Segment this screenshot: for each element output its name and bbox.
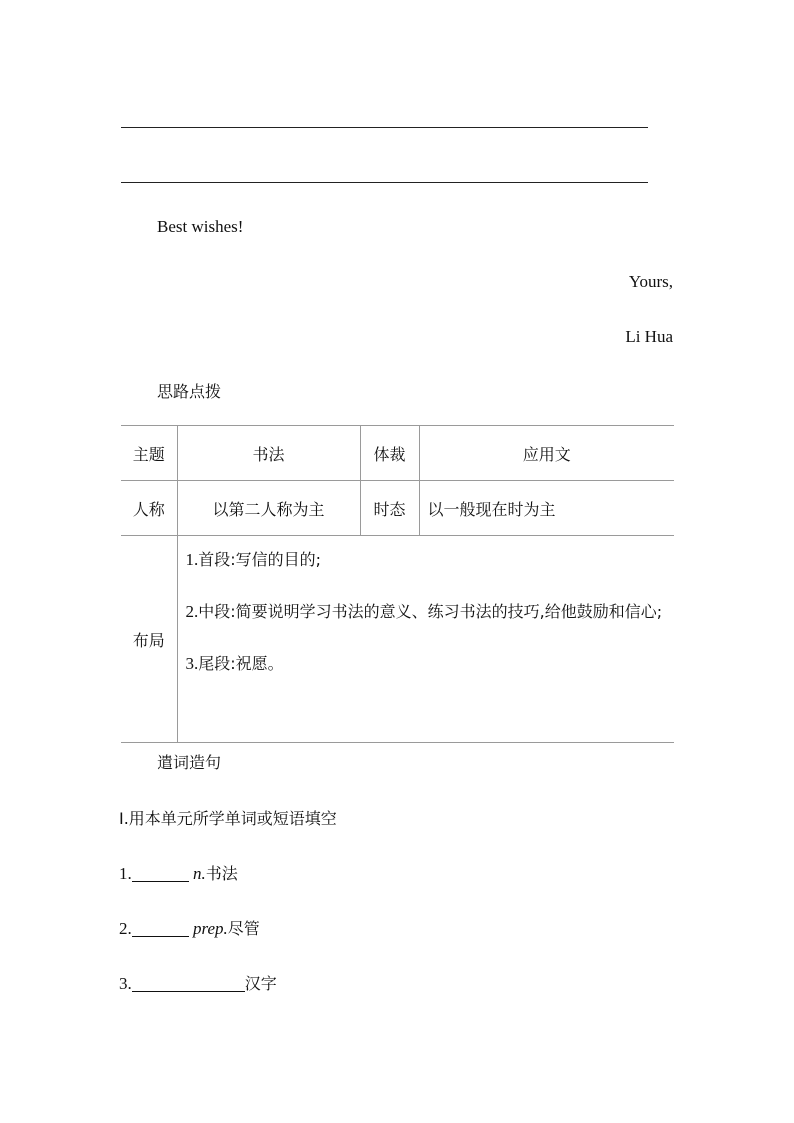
layout-item-2: 2.中段:简要说明学习书法的意义、练习书法的技巧,给他鼓励和信心; — [185, 602, 663, 622]
topic-label: 主题 — [121, 426, 177, 481]
answer-blank[interactable] — [132, 975, 245, 992]
person-value: 以第二人称为主 — [177, 481, 360, 536]
answer-blank[interactable] — [132, 865, 189, 882]
vocab-item-2: 2. prep.尽管 — [119, 919, 260, 938]
layout-label: 布局 — [121, 536, 177, 743]
tense-label: 时态 — [360, 481, 419, 536]
letter-signature: Li Hua — [625, 327, 673, 346]
person-label: 人称 — [121, 481, 177, 536]
genre-label: 体裁 — [360, 426, 419, 481]
guide-heading: 思路点拨 — [157, 382, 222, 401]
table-row — [121, 426, 674, 481]
vocab-item-3: 3. 汉字 — [119, 974, 277, 993]
letter-closing: Best wishes! — [157, 217, 244, 236]
table-row — [121, 536, 674, 743]
table-row — [121, 481, 674, 536]
tense-value: 以一般现在时为主 — [419, 481, 674, 536]
layout-content — [177, 536, 674, 743]
answer-blank[interactable] — [132, 920, 189, 937]
genre-value: 应用文 — [419, 426, 674, 481]
layout-item-3: 3.尾段:祝愿。 — [185, 654, 284, 674]
vocab-item-1: 1. n.书法 — [119, 864, 238, 883]
writing-guide-table — [121, 425, 674, 743]
layout-item-1: 1.首段:写信的目的; — [185, 550, 322, 569]
topic-value: 书法 — [177, 426, 360, 481]
writing-line-2 — [121, 182, 648, 183]
writing-line-1 — [121, 127, 648, 128]
letter-sign-off: Yours, — [628, 272, 673, 291]
vocab-heading: 遣词造句 — [157, 753, 222, 772]
vocab-section-title: Ⅰ.用本单元所学单词或短语填空 — [119, 809, 337, 828]
